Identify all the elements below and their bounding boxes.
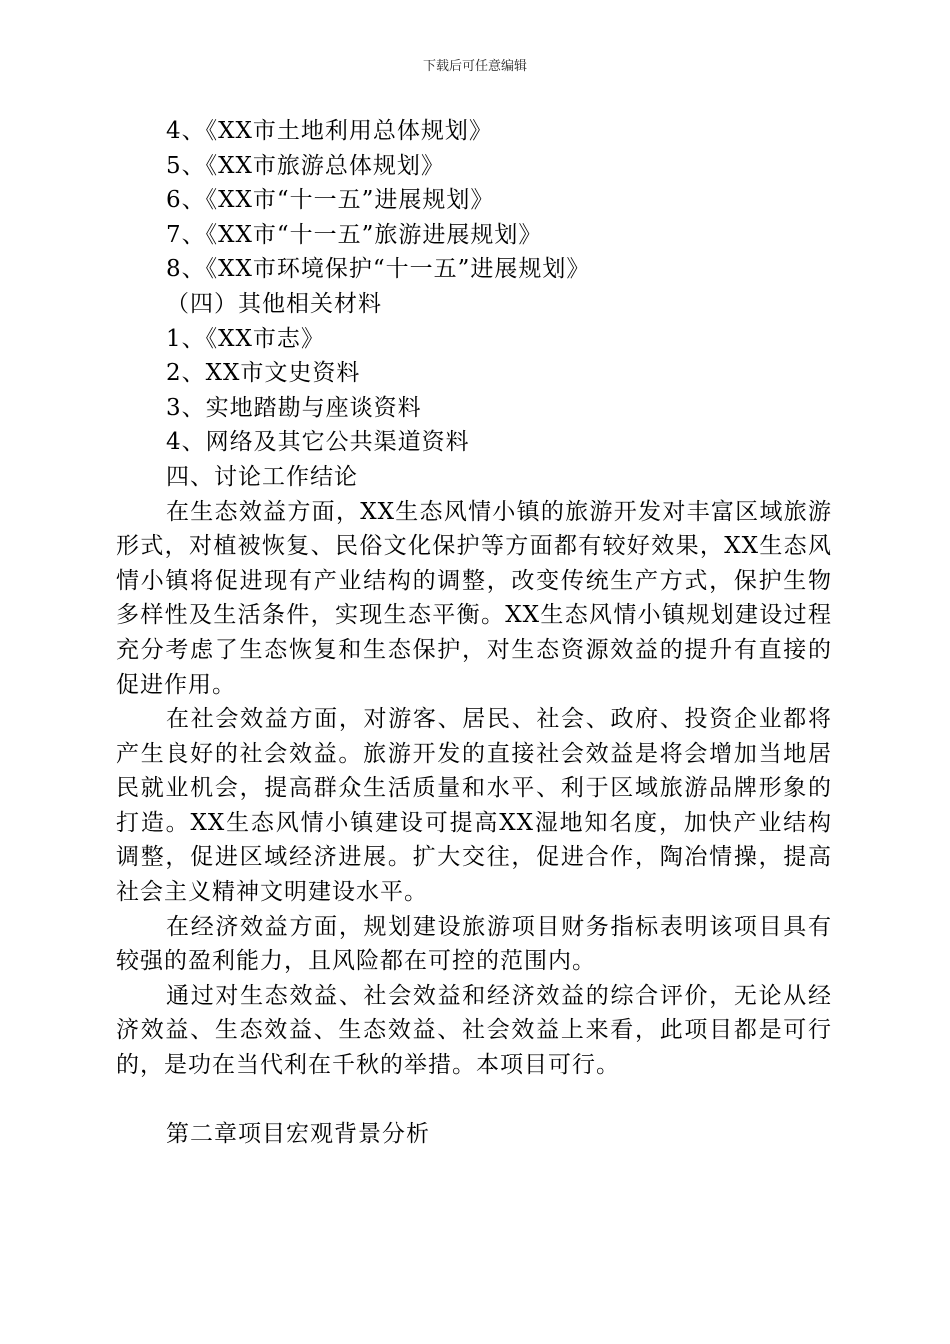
reference-item: 3、实地踏勘与座谈资料	[166, 394, 422, 421]
spacer	[116, 1083, 832, 1118]
reference-item: 8、《XX市环境保护“十一五”进展规划》	[166, 256, 591, 283]
reference-item: 4、网络及其它公共渠道资料	[166, 429, 470, 456]
body-paragraph: 在生态效益方面，XX生态风情小镇的旅游开发对丰富区域旅游形式，对植被恢复、民俗文化保护等方面都有较好效果，XX生态风情小镇将促进现有产业结构的调整，改变传统生产方式，保护生物多样性及生活条件，实现生态平衡。XX生态风情小镇规划建设过程充分考虑了生态恢复和生态保护，对生态资源效益的提升有直接的促进作用。	[116, 498, 832, 698]
reference-item: 7、《XX市“十一五”旅游进展规划》	[166, 221, 543, 248]
reference-item: 2、XX市文史资料	[166, 360, 361, 387]
section-heading: 四、讨论工作结论	[166, 463, 358, 490]
body-paragraph: 通过对生态效益、社会效益和经济效益的综合评价，无论从经济效益、生态效益、生态效益、社会效益上来看，此项目都是可行的，是功在当代利在千秋的举措。本项目可行。	[116, 982, 832, 1079]
body-paragraph: 在社会效益方面，对游客、居民、社会、政府、投资企业都将产生良好的社会效益。旅游开发的直接社会效益是将会增加当地居民就业机会，提高群众生活质量和水平、利于区域旅游品牌形象的打造。XX生态风情小镇建设可提高XX湿地知名度，加快产业结构调整，促进区域经济进展。扩大交往，促进合作，陶冶情操，提高社会主义精神文明建设水平。	[116, 706, 832, 906]
reference-item: 4、《XX市土地利用总体规划》	[166, 118, 493, 144]
reference-item: 5、《XX市旅游总体规划》	[166, 152, 445, 179]
chapter-heading: 第二章项目宏观背景分析	[166, 1121, 430, 1148]
page-header: 下载后可任意编辑	[422, 59, 527, 74]
body-paragraph: 在经济效益方面，规划建设旅游项目财务指标表明该项目具有较强的盈利能力，且风险都在可控的范围内。	[116, 913, 832, 975]
document-body	[116, 114, 832, 1152]
reference-item: 6、《XX市“十一五”进展规划》	[166, 187, 495, 214]
reference-item: 1、《XX市志》	[166, 325, 325, 352]
section-subheading: （四）其他相关材料	[166, 290, 382, 317]
